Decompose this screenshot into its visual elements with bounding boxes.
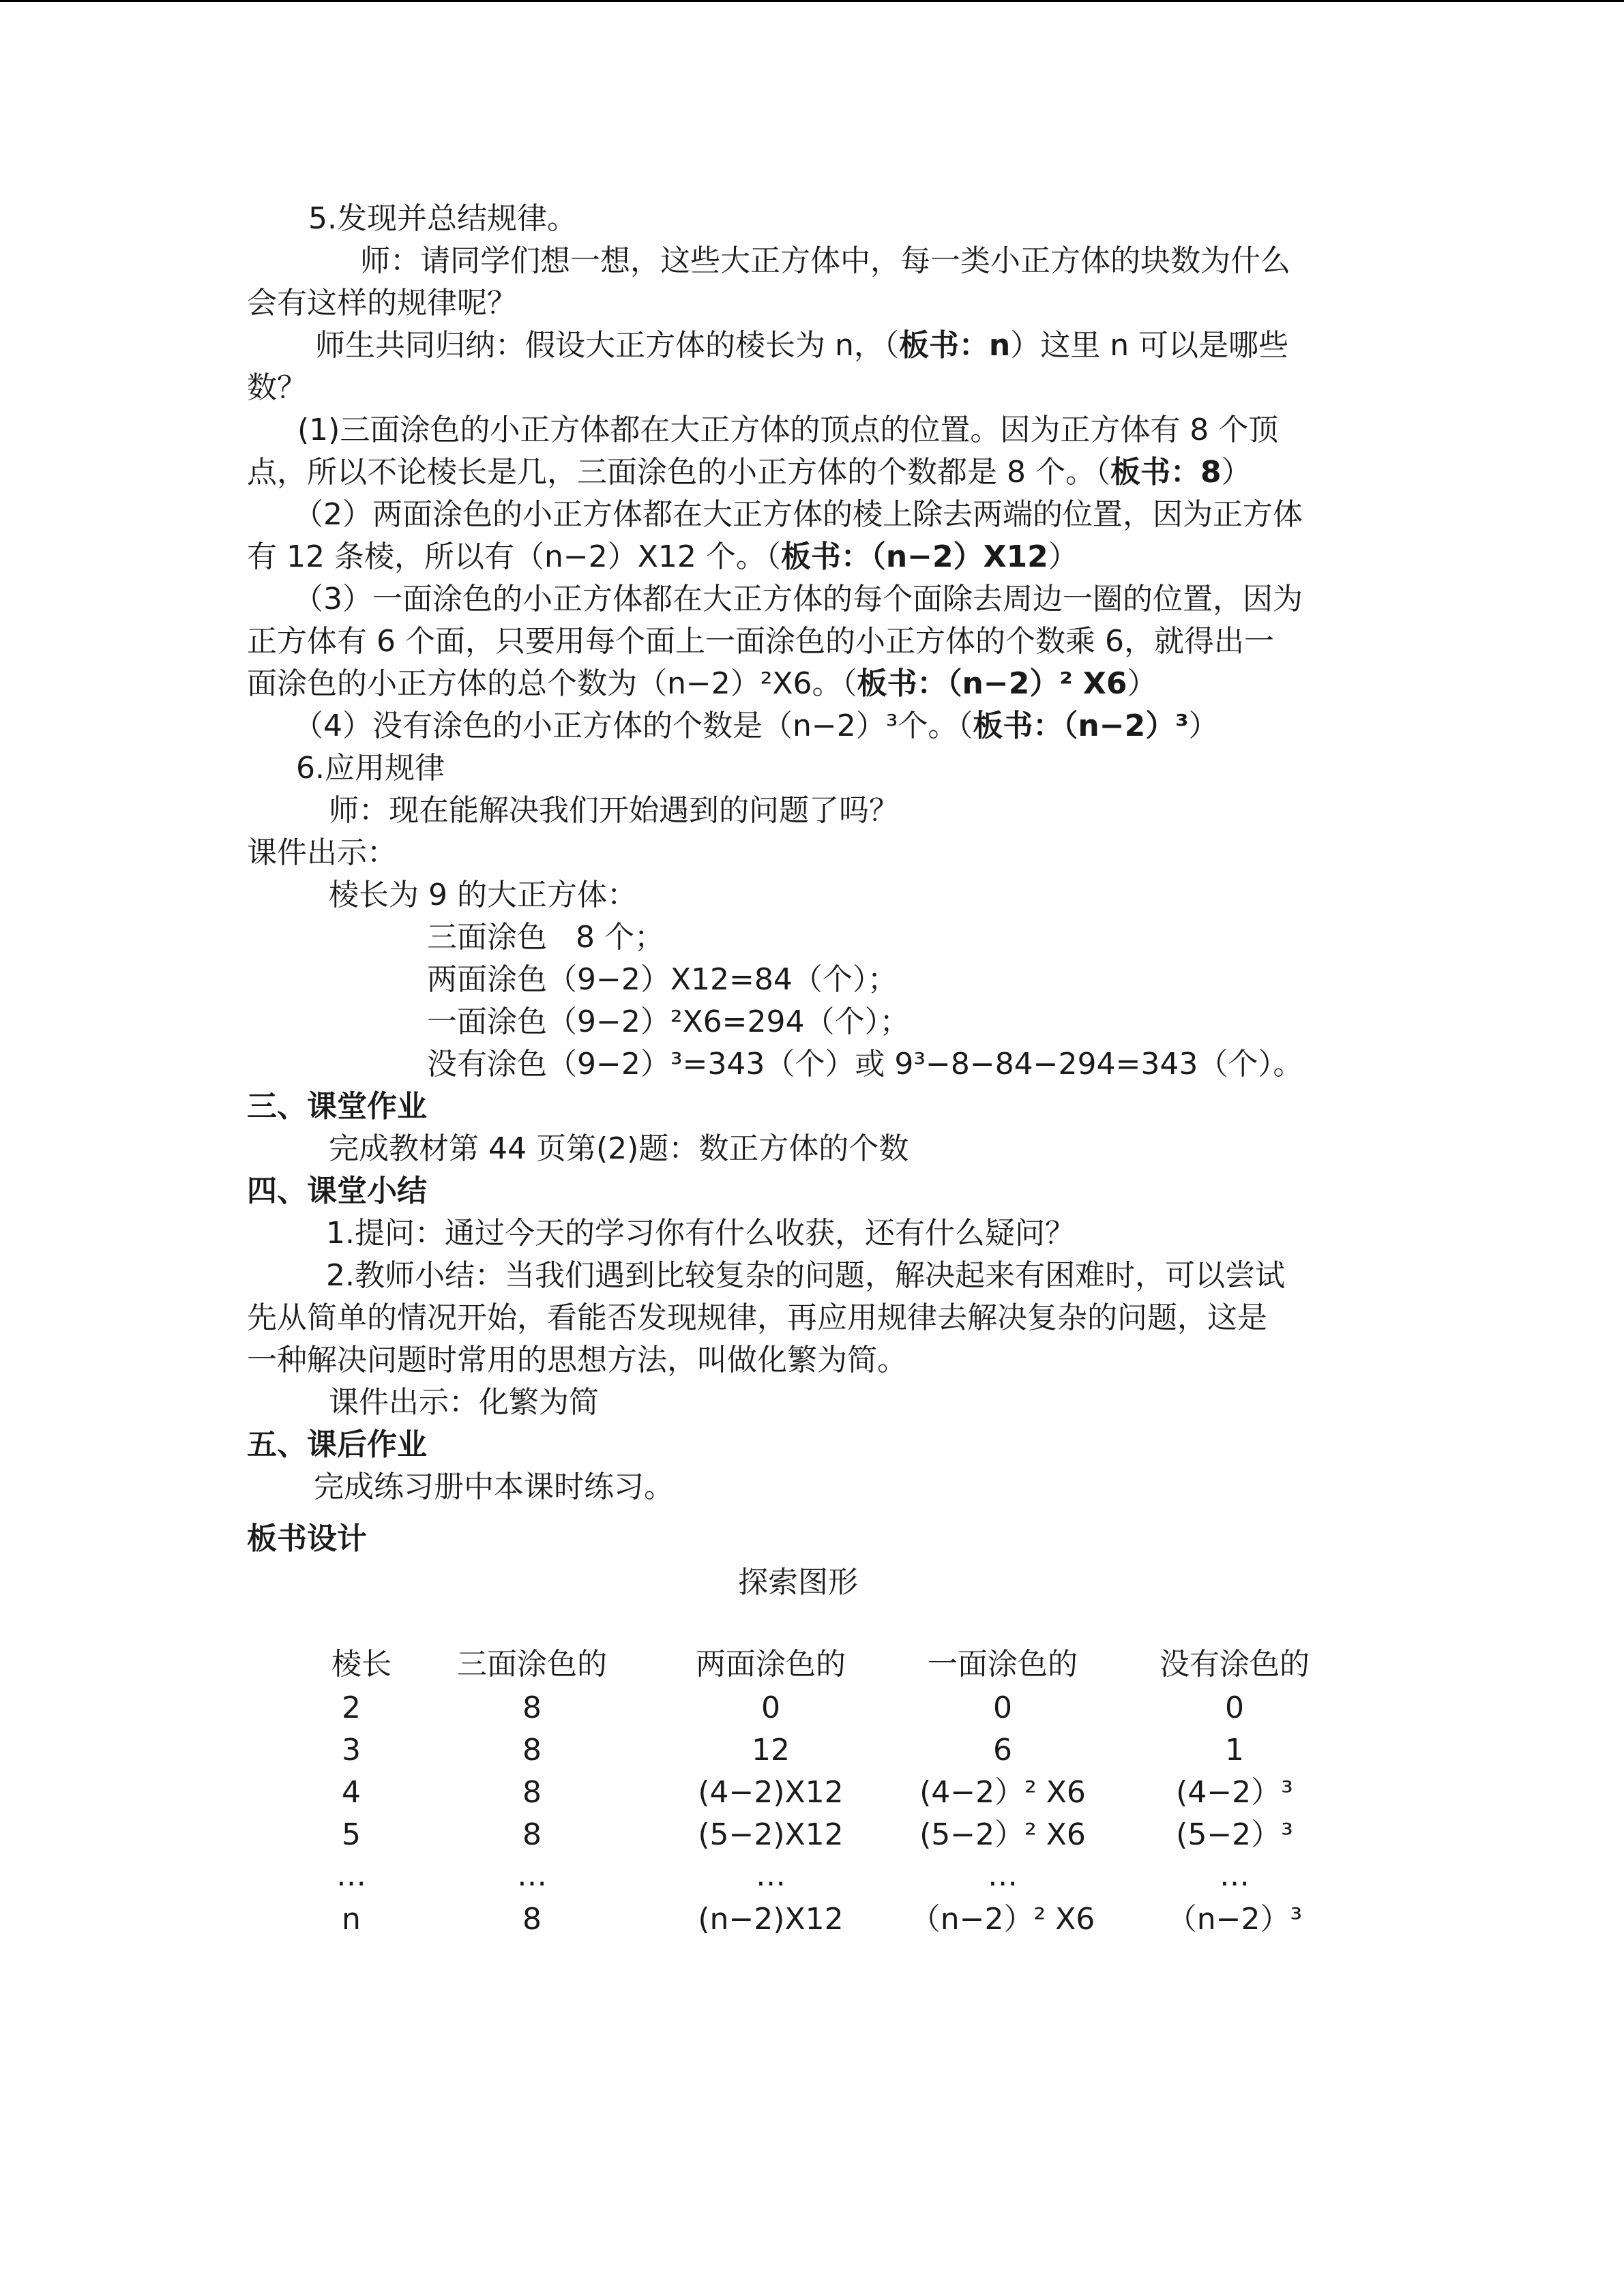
board-note: 板书：（n−2）² X6 [857,666,1127,701]
homework: 完成练习册中本课时练习。 [314,1470,674,1504]
one-face: 一面涂色（9−2）²X6=294（个）； [427,1004,910,1039]
header-one-face: 一面涂色的 [928,1647,1078,1682]
table-cell: 3 [342,1733,361,1768]
table-cell: n [342,1902,361,1937]
board-note: 板书：n [898,328,1011,363]
header-three-faces: 三面涂色的 [457,1647,607,1682]
header-two-faces: 两面涂色的 [696,1647,846,1682]
top-border [0,0,1624,2]
table-cell: (n−2)X12 [698,1902,844,1937]
table-cell: (5−2）³ [1176,1817,1293,1852]
teacher-prompt: 师：现在能解决我们开始遇到的问题了吗？ [329,793,899,828]
table-cell: 4 [342,1775,361,1810]
teacher-question-cont: 会有这样的规律呢？ [247,286,517,320]
table-cell: 8 [522,1733,542,1768]
table-cell: 2 [342,1690,361,1725]
courseware-label: 课件出示： [247,835,397,870]
summary-1: 1.提问：通过今天的学习你有什么收获，还有什么疑问？ [326,1216,1075,1251]
table-cell: 0 [1225,1690,1244,1725]
table-cell: (5−2）² X6 [919,1817,1086,1852]
table-cell: 1 [1225,1733,1244,1768]
table-cell: (4−2）³ [1176,1775,1293,1810]
header-edge-length: 棱长 [331,1647,392,1682]
table-cell: 8 [522,1817,542,1852]
table-cell: 5 [342,1817,361,1852]
summary-2-cont: 先从简单的情况开始，看能否发现规律，再应用规律去解决复杂的问题，这是 [247,1300,1267,1335]
table-cell: … [517,1858,547,1893]
table-cell: 8 [522,1902,542,1937]
board-note: 板书：（n−2）³ [973,709,1189,743]
section-4-heading: 四、课堂小结 [247,1174,427,1208]
summary-intro: 师生共同归纳：假设大正方体的棱长为 n，（板书：n）这里 n 可以是哪些 [315,328,1289,363]
rule-3: （3）一面涂色的小正方体都在大正方体的每个面除去周边一圈的位置，因为 [293,582,1303,616]
table-cell: 0 [761,1690,780,1725]
table-cell: (4−2）² X6 [919,1775,1086,1810]
teacher-question: 师：请同学们想一想，这些大正方体中，每一类小正方体的块数为什么 [360,243,1290,278]
step-5-heading: 5.发现并总结规律。 [308,201,577,236]
section-5-heading: 五、课后作业 [247,1427,427,1462]
table-cell: … [336,1858,366,1893]
header-no-face: 没有涂色的 [1160,1647,1310,1682]
table-cell: 8 [522,1690,542,1725]
board-design-heading: 板书设计 [247,1521,367,1556]
rule-2: （2）两面涂色的小正方体都在大正方体的棱上除去两端的位置，因为正方体 [293,497,1303,532]
courseware-simplify: 课件出示：化繁为简 [329,1385,599,1420]
rule-4: （4）没有涂色的小正方体的个数是（n−2）³个。（板书：（n−2）³） [293,709,1219,743]
summary-2: 2.教师小结：当我们遇到比较复杂的问题，解决起来有困难时，可以尝试 [326,1258,1285,1293]
rule-3-cont: 正方体有 6 个面，只要用每个面上一面涂色的小正方体的个数乘 6，就得出一 [247,624,1274,659]
summary-2-cont2: 一种解决问题时常用的思想方法，叫做化繁为简。 [247,1343,907,1377]
three-faces: 三面涂色 8 个； [427,920,664,955]
table-cell: … [988,1858,1018,1893]
table-cell: (4−2)X12 [698,1775,844,1810]
cube-edge-9: 棱长为 9 的大正方体： [329,878,637,912]
table-cell: 0 [993,1690,1012,1725]
rule-2-cont: 有 12 条棱，所以有（n−2）X12 个。（板书：（n−2）X12） [247,539,1078,574]
table-cell: … [756,1858,786,1893]
two-faces: 两面涂色（9−2）X12=84（个）； [427,962,898,997]
table-cell: （n−2）³ [1166,1902,1303,1937]
board-title: 探索图形 [738,1565,858,1600]
table-cell: 8 [522,1775,542,1810]
table-cell: 12 [752,1733,790,1768]
board-note: 板书：8 [1110,455,1222,490]
table-cell: （n−2）² X6 [910,1902,1095,1937]
no-face: 没有涂色（9−2）³=343（个）或 9³−8−84−294=343（个）。 [427,1047,1303,1082]
section-3-heading: 三、课堂作业 [247,1089,427,1124]
rule-1-cont: 点，所以不论棱长是几，三面涂色的小正方体的个数都是 8 个。（板书：8） [247,455,1252,490]
summary-intro-cont: 数？ [247,370,307,405]
rule-1: (1)三面涂色的小正方体都在大正方体的顶点的位置。因为正方体有 8 个顶 [297,413,1279,447]
table-cell: (5−2)X12 [698,1817,844,1852]
step-6-heading: 6.应用规律 [296,751,445,786]
board-note: 板书：（n−2）X12 [780,539,1048,574]
table-cell: 6 [993,1733,1012,1768]
classwork: 完成教材第 44 页第(2)题：数正方体的个数 [329,1131,909,1166]
rule-3-cont2: 面涂色的小正方体的总个数为（n−2）²X6。（板书：（n−2）² X6） [247,666,1157,701]
table-cell: … [1220,1858,1250,1893]
